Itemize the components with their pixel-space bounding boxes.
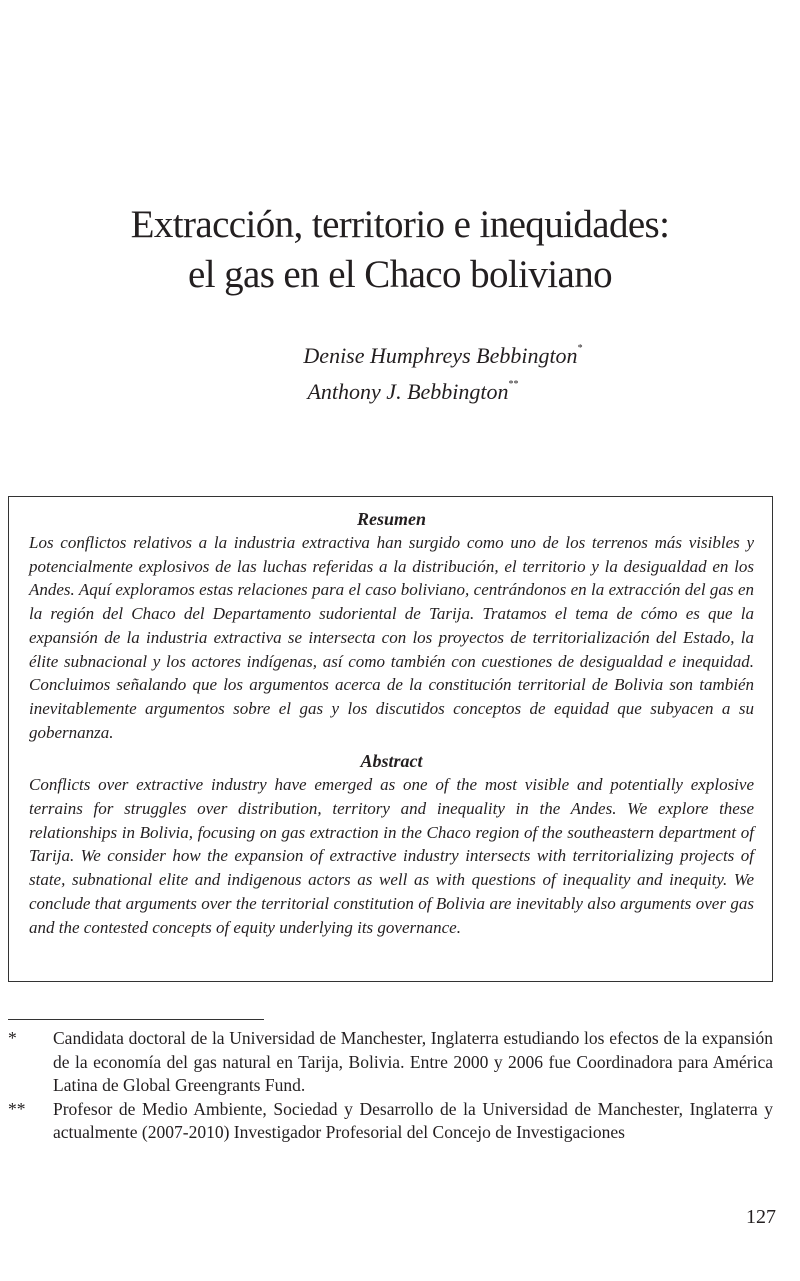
abstract-text: Conflicts over extractive industry have emerged as one of the most visible and potentially explosive terrains for struggles over distribution, territory and inequality in the Andes. We explore these relationships in Bolivia, focusing on gas extraction in the Chaco region of the southeastern department of Tarija. We consider how the expansion of extractive industry intersects with territorializing projects of state, subnational elite and indigenous actors as well as with questions of inequality and inequity. We conclude that arguments over the territorial constitution of Bolivia are inevitably also arguments over gas and the contested concepts of equity underlying its governance. (29, 775, 754, 937)
title-line-2: el gas en el Chaco boliviano (188, 253, 612, 296)
footnote-1-mark: * (8, 1028, 17, 1048)
footnote-2-mark: ** (8, 1098, 26, 1119)
footnote-divider (8, 1019, 264, 1020)
author-1-footnote-mark: * (577, 343, 583, 354)
abstract-box (8, 496, 773, 982)
footnote-1 (8, 1027, 773, 1098)
footnote-1-text: Candidata doctoral de la Universidad de Manchester, Inglaterra estudiando los efectos de la expansión de la economía del gas natural en Tarija, Bolivia. Entre 2000 y 2006 fue Coordinadora para América Latina de Global Greengrants Fund. (53, 1028, 773, 1095)
author-list (0, 334, 800, 406)
author-2 (0, 370, 800, 406)
author-2-footnote-mark: ** (508, 379, 519, 390)
author-2-name: Anthony J. Bebbington (307, 379, 509, 404)
footnote-2 (8, 1098, 773, 1145)
article-title (0, 200, 800, 300)
author-1 (0, 334, 800, 370)
footnotes (8, 1027, 773, 1145)
author-1-name: Denise Humphreys Bebbington (303, 343, 578, 368)
resumen-text: Los conflictos relativos a la industria extractiva han surgido como uno de los terrenos más visibles y potencialmente explosivos de las luchas referidas a la distribución, el territorio y la desigualdad en los Andes. Aquí exploramos estas relaciones para el caso boliviano, centrándonos en la extracción del gas en la región del Chaco del Departamento sudoriental de Tarija. Tratamos el tema de cómo es que la expansión de la industria extractiva se intersecta con los proyectos de territorialización del Estado, la élite subnacional y los actores indígenas, así como también con cuestiones de desigualdad e inequidad. Concluimos señalando que los argumentos acerca de la constitución territorial de Bolivia son también inevitablemente argumentos sobre el gas y los discutidos conceptos de equidad que subyacen a su gobernanza. (29, 533, 754, 742)
title-line-1: Extracción, territorio e inequidades: (130, 203, 670, 246)
footnote-2-text: Profesor de Medio Ambiente, Sociedad y Desarrollo de la Universidad de Manchester, Inglaterra y actualmente (2007-2010) Investigador Profesorial del Concejo de Investigaciones (53, 1098, 773, 1142)
abstract-heading: Abstract (360, 751, 423, 772)
resumen-heading: Resumen (356, 509, 426, 529)
page-number: 127 (746, 1206, 776, 1228)
